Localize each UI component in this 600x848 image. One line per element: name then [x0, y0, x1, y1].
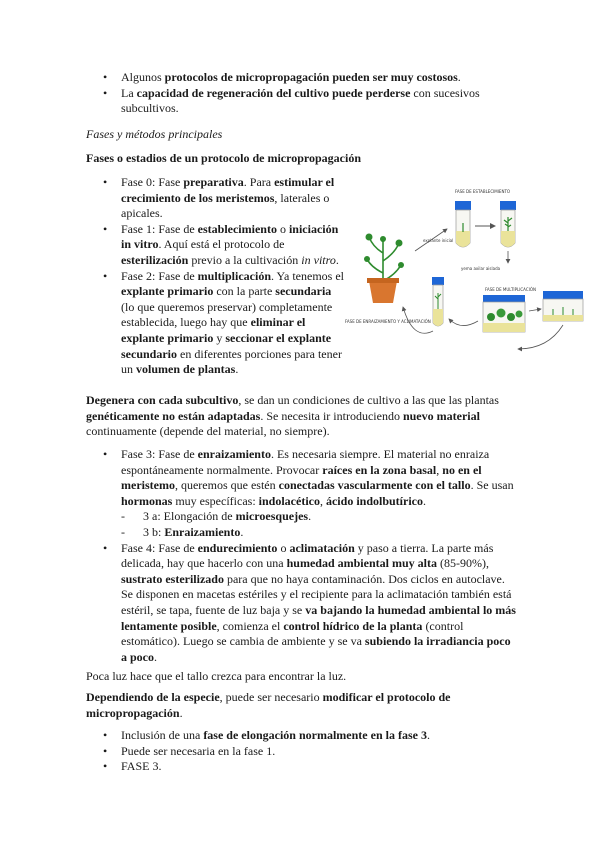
bold-run: preparativa [183, 175, 244, 189]
bold-run: seccionar el explante secundario [121, 330, 332, 361]
text-run: . [457, 70, 461, 84]
bold-run: conectadas vascularmente con el tallo [278, 478, 471, 493]
figure-label-yema: yema axilar aislada [461, 266, 501, 271]
culture-flask [483, 295, 525, 332]
text-run: . Ya tenemos el [271, 268, 344, 283]
text-run: . [335, 252, 339, 267]
species-paragraph [86, 690, 516, 721]
text-run: Puede ser necesaria en la fase 1. [121, 743, 276, 758]
bold-run: capacidad de regeneración del cultivo puede perderse [136, 85, 411, 100]
bold-run: raíces en la zona basal [322, 462, 437, 477]
bold-run: estimular el crecimiento de los meristemos [121, 175, 335, 205]
bold-run: endurecimiento [197, 540, 278, 555]
list-item [86, 269, 344, 378]
bold-run: va bajando la humedad ambiental lo más lentamente posible [121, 602, 516, 633]
text-run: La [121, 85, 137, 100]
bold-run: control hídrico de la planta [283, 618, 423, 633]
text-run: . [235, 362, 239, 377]
text-run: muy específicas: [172, 493, 259, 508]
bold-run: protocolos de micropropagación pueden ser muy costosos [164, 70, 458, 84]
text-run: , queremos que estén [174, 478, 279, 493]
text-run: . [308, 509, 312, 524]
text-run: Fase 1: Fase de [121, 221, 198, 236]
text-run: . Es necesaria siempre. El material no enraiza espontáneamente normalmente. Provocar [121, 447, 490, 477]
list-item [86, 70, 516, 86]
text-run: Fase 3: Fase de [121, 447, 198, 461]
intro-bullet-list [86, 70, 516, 117]
text-run: con la parte [213, 284, 276, 299]
text-run: , [319, 493, 326, 508]
bold-run: genéticamente no están adaptadas [86, 408, 261, 423]
text-run: . [179, 705, 183, 720]
protocol-heading: Fases o estadios de un protocolo de micropropagación [86, 151, 362, 165]
bold-run: indolacético [258, 493, 320, 508]
text-run: 3 b: [143, 524, 165, 539]
figure-label-rooting: FASE DE ENRAIZAMIENTO Y ACLIMATACIÓN [345, 319, 431, 324]
list-item [86, 447, 516, 541]
text-run: (lo que queremos preservar) completamente establecida, luego hay que [121, 299, 333, 330]
list-item [86, 759, 516, 775]
italic-run: in vitro [301, 252, 336, 267]
mother-plant [364, 234, 404, 304]
phases-list-a [86, 175, 344, 378]
figure-label-multiplication: FASE DE MULTIPLICACIÓN [485, 287, 536, 292]
text-run: FASE 3. [121, 759, 162, 774]
bold-run: establecimiento [197, 221, 277, 236]
culture-tray [543, 291, 583, 321]
final-bullets [86, 728, 516, 775]
text-run: continuamente (depende del material, no siempre). [86, 424, 330, 439]
bold-run: modificar el protocolo de micropropagación [86, 690, 451, 720]
section-heading: Fases y métodos principales [86, 127, 223, 141]
bold-run: no en el meristemo [121, 462, 482, 493]
bold-run: multiplicación [197, 268, 271, 283]
text-run: , [436, 462, 443, 477]
text-run: Fase 0: Fase [121, 175, 184, 189]
text-run: (85-90%), [436, 556, 489, 571]
bold-run: subiendo la irradiancia poco a poco [121, 634, 511, 664]
text-run: . [240, 524, 244, 539]
text-run: Algunos [121, 70, 165, 84]
text-run: , se dan un condiciones de cultivo a las que las plantas [238, 393, 499, 407]
text-run: , puede ser necesario [219, 690, 323, 704]
list-item [86, 728, 516, 744]
bold-run: Enraizamiento [164, 524, 241, 539]
list-item [86, 541, 516, 666]
tube-yema [500, 201, 516, 247]
light-note: Poca luz hace que el tallo crezca para encontrar la luz. [86, 669, 347, 683]
intro-section [86, 70, 516, 117]
text-run: . Para [243, 175, 275, 189]
subculture-paragraph [86, 393, 516, 440]
sub-item [121, 509, 516, 525]
text-run: con sucesivos subcultivos. [121, 85, 480, 116]
text-run: . Se usan [470, 478, 514, 493]
text-run: . Se necesita ir introduciendo [260, 408, 403, 423]
bold-run: Dependiendo de la especie [86, 690, 220, 704]
text-run: para que no haya contaminación. Dos ciclos en autoclave. Se disponen en macetas estériles y el recipiente para la aclimatación también está estéril, se tapa, fuente de luz baja y se [121, 571, 512, 617]
list-item [86, 175, 344, 222]
phases-list-b [86, 447, 516, 665]
text-run: . [426, 728, 430, 742]
text-run: . Aquí está el protocolo de [158, 237, 285, 252]
bold-run: esterilización [121, 252, 189, 267]
figure-label-explant: explante inicial [423, 238, 454, 243]
text-run: 3 a: Elongación de [143, 509, 236, 524]
text-run: . [154, 649, 157, 664]
bold-run: explante primario [121, 284, 214, 299]
bold-run: ácido indolbutírico [325, 493, 423, 508]
tube-rooting [432, 277, 444, 326]
bold-run: hormonas [121, 493, 173, 508]
text-run: (control estomático). Luego se cambia de ambiente y se va [121, 618, 464, 649]
phase3-sublist [121, 509, 516, 540]
text-run: previo a la cultivación [188, 252, 302, 267]
text-run: Fase 4: Fase de [121, 540, 198, 555]
bold-run: Degenera con cada subcultivo [86, 393, 239, 407]
list-item [86, 744, 516, 760]
bold-run: aclimatación [289, 540, 355, 555]
sub-item [121, 525, 516, 541]
text-run: y [213, 330, 226, 345]
text-run: Fase 2: Fase de [121, 268, 198, 283]
text-run: y paso a tierra. La parte más delicada, hay que hacerlo con una [121, 540, 494, 571]
list-item [86, 222, 344, 269]
bold-run: microesquejes [235, 509, 309, 524]
micropropagation-figure [343, 181, 593, 371]
bold-run: fase de elongación normalmente en la fase 3 [203, 728, 427, 742]
bold-run: humedad ambiental muy alta [286, 556, 437, 571]
bold-run: enraizamiento [197, 447, 271, 461]
text-run: . [423, 493, 426, 508]
tube-initial [455, 201, 471, 247]
text-run: Inclusión de una [121, 728, 204, 742]
bold-run: secundaria [275, 284, 332, 299]
text-run: , laterales o apicales. [121, 190, 330, 221]
text-run: o [276, 221, 289, 236]
figure-svg [343, 181, 593, 371]
text-run: , comienza el [216, 618, 284, 633]
figure-label-establishment: FASE DE ESTABLECIMIENTO [455, 189, 511, 194]
bold-run: sustrato esterilizado [121, 571, 224, 586]
bold-run: nuevo material [402, 408, 480, 423]
text-run: o [277, 540, 290, 555]
text-run: en diferentes porciones para tener un [121, 346, 342, 377]
list-item [86, 86, 516, 117]
bold-run: volumen de plantas [136, 362, 236, 377]
bold-run: iniciación in vitro [121, 221, 339, 252]
bold-run: eliminar el explante primario [121, 315, 306, 345]
